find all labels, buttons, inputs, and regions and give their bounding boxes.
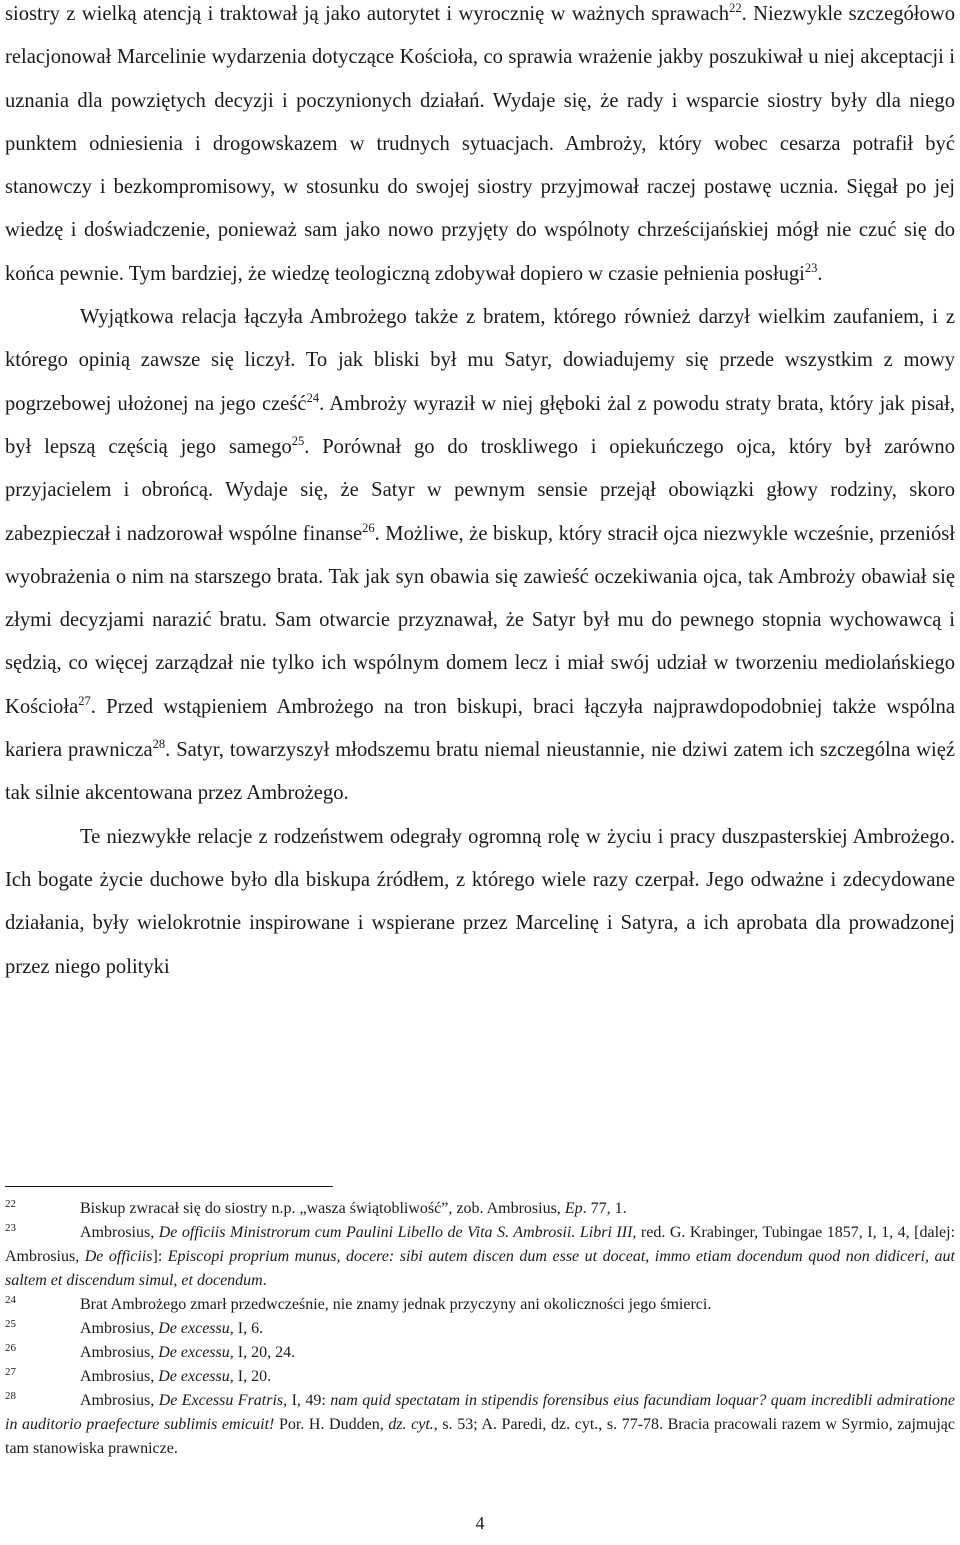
italic-text: nam quid spectatam in stipendis forensibus eius facundiam loquar? quam incredibli admiratione in auditorio praefecture sublimis emicuit! [5,1392,956,1433]
text-run: . [262,1272,267,1289]
footnote-ref: 25 [291,434,305,449]
text-run: , I, 20, 24. [229,1344,296,1361]
italic-text: De officiis [84,1248,153,1265]
italic-text: De excessu [158,1344,230,1361]
text-run: . 77, 1. [582,1200,627,1217]
italic-text: Ep [564,1200,583,1217]
italic-text: De officiis Ministrorum cum Paulini Libello de Vita S. Ambrosii. Libri III [158,1224,633,1241]
footnote-separator [5,1186,333,1187]
footnote: 27 Ambrosius, De excessu, I, 20. [5,1365,272,1385]
text-run: . Ambroży wyraził w niej głęboki żal z powodu straty brata, który jak pisał, był lepszą częścią jego samego [5,392,955,458]
text-run: Ambrosius, [80,1320,159,1337]
footnote-ref: 23 [804,260,818,275]
footnote: 26 Ambrosius, De excessu, I, 20, 24. [5,1341,296,1361]
text-run: . Porównał go do troskliwego i opiekuńczego ojca, który był zarówno przyjacielem i obrońcą. Wydaje się, że Satyr w pewnym sensie przejął obowiązki głowy rodziny, skoro zabezpieczał i nadzorował wspólne finanse [5,435,955,545]
footnote: 23 Ambrosius, De officiis Ministrorum cum Paulini Libello de Vita S. Ambrosii. Libri III, red. G. Krabinger, Tubingae 1857, I, 1, 4, [dalej: Ambrosius, De officiis]: Episcopi proprium munus, docere: sibi autem discen dum esse ut doceat, immo etiam docendum quod non didiceri, aut saltem et discendum simul, et docendum. [5,1221,956,1289]
text-run: , red. G. Krabinger, Tubingae 1857, I, 1, 4, [dalej: Ambrosius, [5,1224,956,1265]
text-run: siostry z wielką atencją i traktował ją jako autorytet i wyrocznię w ważnych sprawach [5,3,730,25]
italic-text: dz. cyt. [388,1416,434,1433]
text-run: , s. 53; A. Paredi, dz. cyt., s. 77-78. Bracia pracowali razem w Syrmio, zajmując tam stanowiska prawnicze. [5,1416,955,1457]
text-run: Ambrosius, [80,1368,159,1385]
footnote-ref: 24 [306,390,320,405]
text-run: . Możliwe, że biskup, który stracił ojca niezwykle wcześnie, przeniósł wyobrażenia o nim na starszego brata. Tak jak syn obawia się zawieść oczekiwania ojca, tak Ambroży obawiał się złymi decyzjami narazić bratu. Sam otwarcie przyznawał, że Satyr był mu do pewnego stopnia wychowawcą i sędzią, co więcej zarządzał nie tylko ich wspólnym domem lecz i miał swój udział w tworzeniu mediolańskiego Kościoła [5,522,955,718]
italic-text: De excessu [158,1320,230,1337]
paragraph [5,816,955,989]
footnotes [5,1197,955,1461]
italic-text: Episcopi proprium munus, docere: sibi autem discen dum esse ut doceat, immo etiam docendum quod non didiceri, aut saltem et discendum simul, et docendum [5,1248,955,1289]
text-run: Wyjątkowa relacja łączyła Ambrożego także z bratem, którego również darzył wielkim zaufaniem, i z którego opinią zawsze się liczył. To jak bliski był mu Satyr, dowiadujemy się przede wszystkim z mowy pogrzebowej ułożonej na jego cześć [5,306,955,415]
text-run: Ambrosius, [80,1344,159,1361]
text-run: . [817,262,823,285]
text-run: , I, 49: [283,1392,331,1409]
text-run: Ambrosius, [80,1392,159,1409]
footnote: 25 Ambrosius, De excessu, I, 6. [5,1317,264,1337]
text-run: . Przed wstąpieniem Ambrożego na tron biskupi, braci łączyła najprawdopodobniej także wspólna kariera prawnicza [5,695,955,762]
text-run: . Niezwykle szczegółowo relacjonował Marcelinie wydarzenia dotyczące Kościoła, co sprawia wrażenie jakby poszukiwał u niej akceptacji i uznania dla powziętych decyzji i poczynionych działań. Wydaje się, że rady i wsparcie siostry były dla niego punktem odniesienia i drogowskazem w trudnych sytuacjach. Ambroży, który wobec cesarza potrafił być stanowczy i bezkompromisowy, w stosunku do swojej siostry przyjmował raczej postawę ucznia. Sięgał po jej wiedzę i doświadczenie, ponieważ sam jako nowo przyjęty do wspólnoty chrześcijańskiej mógł nie czuć się do końca pewnie. Tym bardziej, że wiedzę teologiczną zdobywał dopiero w czasie pełnienia posługi [5,3,955,285]
footnote: 24 Brat Ambrożego zmarł przedwcześnie, nie znamy jednak przyczyny ani okoliczności jego śmierci. [5,1293,712,1313]
footnote-ref: 22 [729,1,742,16]
footnote-ref: 27 [78,693,91,708]
paragraph [5,296,955,816]
text-run: , I, 20. [229,1368,272,1385]
text-run: Te niezwykłe relacje z rodzeństwem odegrały ogromną rolę w życiu i pracy duszpasterskiej Ambrożego. Ich bogate życie duchowe było dla biskupa źródłem, z którego wiele razy czerpał. Jego odważne i zdecydowane działania, były wielokrotnie inspirowane i wspierane przez Marcelinę i Satyra, a ich aprobata dla prowadzonej przez niego polityki [5,825,955,978]
footnote: 28 Ambrosius, De Excessu Fratris, I, 49: nam quid spectatam in stipendis forensibus eius facundiam loquar? quam incredibli admiratione in auditorio praefecture sublimis emicuit! Por. H. Dudden, dz. cyt., s. 53; A. Paredi, dz. cyt., s. 77-78. Bracia pracowali razem w Syrmio, zajmując tam stanowiska prawnicze. [5,1389,956,1457]
footnote-ref: 26 [362,520,375,535]
footnote-ref: 28 [152,737,166,752]
text-run: ]: [152,1248,168,1265]
page-number: 4 [475,1513,485,1533]
page [5,0,955,989]
text-run: Brat Ambrożego zmarł przedwcześnie, nie znamy jednak przyczyny ani okoliczności jego śmierci. [80,1296,712,1313]
italic-text: De excessu [158,1368,230,1385]
paragraph [5,0,955,296]
text-run: Biskup zwracał się do siostry n.p. „wasza świątobliwość”, zob. Ambrosius, [80,1200,565,1217]
text-run: . Satyr, towarzyszył młodszemu bratu niemal nieustannie, nie dziwi zatem ich szczególna więź tak silnie akcentowana przez Ambrożego. [5,739,955,805]
text-run: Ambrosius, [80,1224,159,1241]
italic-text: De Excessu Fratris [158,1392,284,1409]
text-run: Por. H. Dudden, [274,1416,389,1433]
footnote: 22 Biskup zwracał się do siostry n.p. „wasza świątobliwość”, zob. Ambrosius, Ep. 77, 1. [5,1197,627,1217]
text-run: , I, 6. [229,1320,264,1337]
body-text [5,0,955,989]
